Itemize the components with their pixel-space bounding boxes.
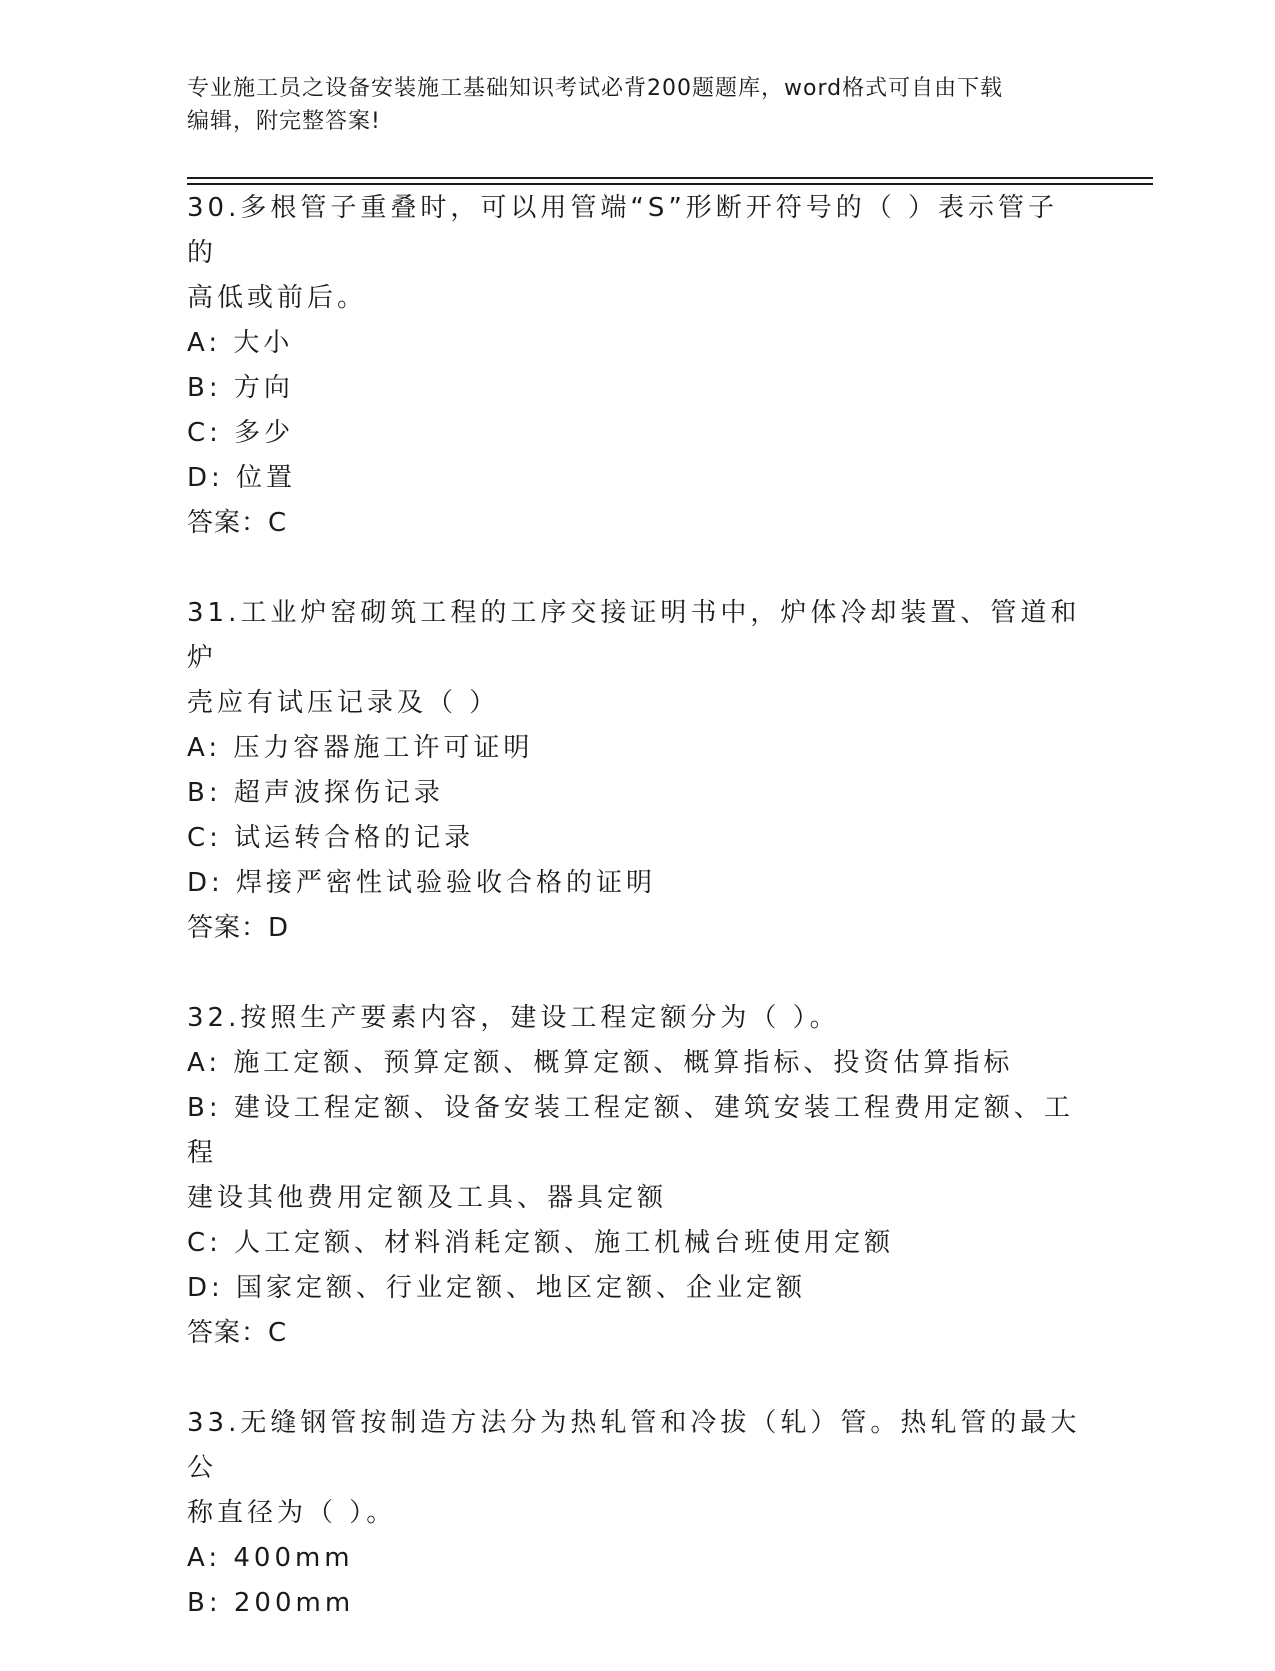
option-d: D: 位置 <box>187 463 297 493</box>
option-a: A: 压力容器施工许可证明 <box>187 733 534 763</box>
question-33 <box>187 1401 1087 1626</box>
option-c: C: 多少 <box>187 418 295 448</box>
question-30 <box>187 186 1087 546</box>
option-a: A: 大小 <box>187 328 294 358</box>
question-text: 高低或前后。 <box>187 283 368 313</box>
answer: 答案：C <box>187 1318 288 1348</box>
question-text: 壳应有试压记录及（ ） <box>187 688 500 718</box>
header-divider-bottom <box>187 183 1153 185</box>
answer: 答案：D <box>187 913 290 943</box>
option-b: B: 建设工程定额、设备安装工程定额、建筑安装工程费用定额、工程 <box>187 1093 1074 1168</box>
question-text: 30.多根管子重叠时，可以用管端“S”形断开符号的（ ）表示管子的 <box>187 193 1059 268</box>
option-b-continued: 建设其他费用定额及工具、器具定额 <box>187 1183 668 1213</box>
header-title-line-2: 编辑，附完整答案! <box>187 109 381 134</box>
question-32 <box>187 996 1087 1356</box>
question-list <box>187 186 1087 1671</box>
option-b: B: 方向 <box>187 373 294 403</box>
option-d: D: 焊接严密性试验验收合格的证明 <box>187 868 657 898</box>
document-header <box>187 72 1067 138</box>
option-b: B: 200mm <box>187 1588 355 1618</box>
option-c: C: 试运转合格的记录 <box>187 823 475 853</box>
question-31 <box>187 591 1087 951</box>
answer: 答案：C <box>187 508 288 538</box>
option-d: D: 国家定额、行业定额、地区定额、企业定额 <box>187 1273 807 1303</box>
option-b: B: 超声波探伤记录 <box>187 778 444 808</box>
question-text: 31.工业炉窑砌筑工程的工序交接证明书中，炉体冷却装置、管道和炉 <box>187 598 1081 673</box>
option-a: A: 施工定额、预算定额、概算定额、概算指标、投资估算指标 <box>187 1048 1014 1078</box>
question-text: 32.按照生产要素内容，建设工程定额分为（ ）。 <box>187 1003 840 1033</box>
question-text: 33.无缝钢管按制造方法分为热轧管和冷拔（轧）管。热轧管的最大公 <box>187 1408 1081 1483</box>
header-divider-top <box>187 177 1153 179</box>
header-title-line-1: 专业施工员之设备安装施工基础知识考试必背200题题库，word格式可自由下载 <box>187 76 1004 101</box>
question-text: 称直径为（ ）。 <box>187 1498 397 1528</box>
option-a: A: 400mm <box>187 1543 354 1573</box>
option-c: C: 人工定额、材料消耗定额、施工机械台班使用定额 <box>187 1228 895 1258</box>
